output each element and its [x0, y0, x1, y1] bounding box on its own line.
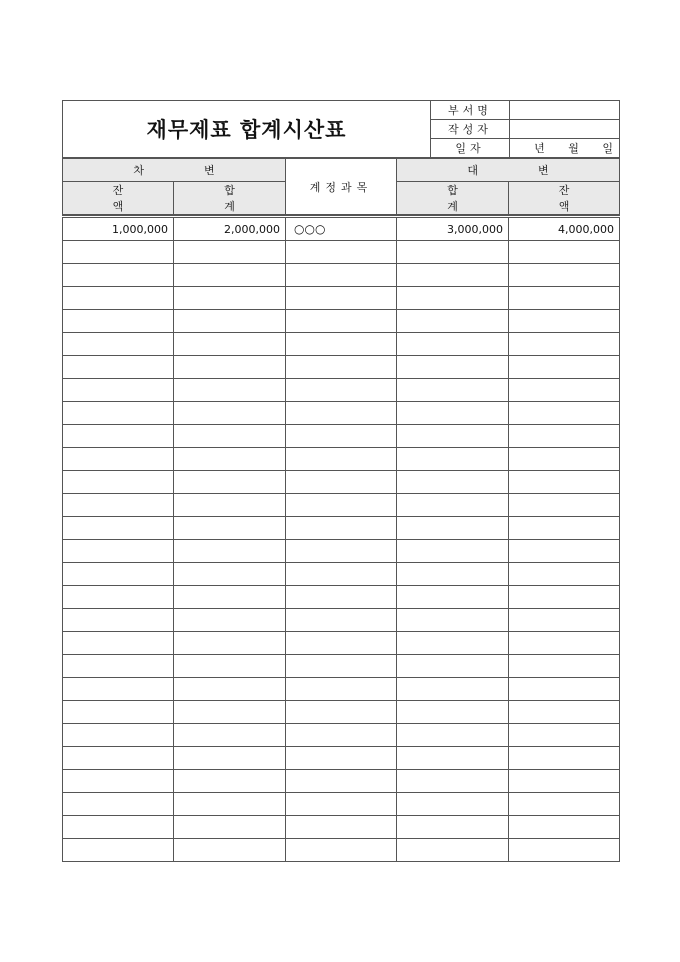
- debit-balance-cell[interactable]: [63, 356, 174, 379]
- credit-balance-cell[interactable]: [509, 701, 620, 724]
- debit-total-cell[interactable]: [174, 701, 286, 724]
- debit-total-cell[interactable]: [174, 379, 286, 402]
- credit-total-cell[interactable]: [397, 379, 509, 402]
- credit-total-cell[interactable]: [397, 494, 509, 517]
- account-cell[interactable]: [286, 448, 397, 471]
- debit-total-cell[interactable]: [174, 333, 286, 356]
- account-cell[interactable]: [286, 402, 397, 425]
- credit-total-cell[interactable]: [397, 425, 509, 448]
- author-label: 작성자: [431, 120, 510, 139]
- account-cell[interactable]: [286, 655, 397, 678]
- credit-balance-cell[interactable]: [509, 494, 620, 517]
- table-row: [63, 448, 620, 471]
- account-cell[interactable]: [286, 471, 397, 494]
- account-cell[interactable]: [286, 379, 397, 402]
- ledger-table: [62, 215, 620, 862]
- table-row: [63, 678, 620, 701]
- credit-total-cell[interactable]: [397, 402, 509, 425]
- credit-total-cell[interactable]: [397, 655, 509, 678]
- table-row: [63, 770, 620, 793]
- debit-total-cell[interactable]: [174, 310, 286, 333]
- table-row: [63, 609, 620, 632]
- author-field[interactable]: [510, 120, 620, 139]
- account-cell[interactable]: [286, 586, 397, 609]
- account-cell[interactable]: [286, 701, 397, 724]
- credit-total-cell[interactable]: [397, 264, 509, 287]
- credit-total-cell[interactable]: 3,000,000: [397, 217, 509, 241]
- table-row: [63, 425, 620, 448]
- account-cell[interactable]: [286, 517, 397, 540]
- debit-balance-cell[interactable]: [63, 655, 174, 678]
- table-row: [63, 217, 620, 241]
- credit-total-cell[interactable]: [397, 287, 509, 310]
- credit-total-cell[interactable]: [397, 563, 509, 586]
- credit-total-cell[interactable]: [397, 770, 509, 793]
- credit-total-cell[interactable]: [397, 678, 509, 701]
- debit-balance-cell[interactable]: [63, 264, 174, 287]
- debit-total-cell[interactable]: [174, 241, 286, 264]
- debit-total-cell[interactable]: [174, 494, 286, 517]
- debit-balance-cell[interactable]: [63, 770, 174, 793]
- debit-balance-cell[interactable]: [63, 632, 174, 655]
- credit-balance-cell[interactable]: [509, 793, 620, 816]
- debit-total-cell[interactable]: [174, 678, 286, 701]
- credit-balance-cell[interactable]: [509, 448, 620, 471]
- debit-balance-cell[interactable]: [63, 287, 174, 310]
- debit-balance-cell[interactable]: 1,000,000: [63, 217, 174, 241]
- account-cell[interactable]: [286, 770, 397, 793]
- debit-balance-cell[interactable]: [63, 517, 174, 540]
- debit-balance-cell[interactable]: [63, 448, 174, 471]
- account-cell[interactable]: [286, 425, 397, 448]
- debit-balance-cell[interactable]: [63, 793, 174, 816]
- table-row: [63, 494, 620, 517]
- credit-balance-cell[interactable]: [509, 816, 620, 839]
- debit-total-cell[interactable]: [174, 770, 286, 793]
- credit-balance-cell[interactable]: [509, 379, 620, 402]
- debit-balance-cell[interactable]: [63, 540, 174, 563]
- credit-balance-cell[interactable]: [509, 839, 620, 862]
- table-row: [63, 724, 620, 747]
- debit-balance-cell[interactable]: [63, 839, 174, 862]
- debit-total-cell[interactable]: [174, 471, 286, 494]
- date-label: 일자: [431, 139, 510, 158]
- credit-balance-cell[interactable]: [509, 517, 620, 540]
- debit-total-cell[interactable]: [174, 839, 286, 862]
- credit-balance-cell[interactable]: [509, 655, 620, 678]
- account-cell[interactable]: [286, 839, 397, 862]
- credit-balance-cell[interactable]: [509, 310, 620, 333]
- debit-total-cell[interactable]: [174, 448, 286, 471]
- account-cell[interactable]: [286, 310, 397, 333]
- table-row: [63, 632, 620, 655]
- table-row: [63, 287, 620, 310]
- table-row: [63, 517, 620, 540]
- table-row: [63, 839, 620, 862]
- debit-balance-cell[interactable]: [63, 471, 174, 494]
- date-month-label: 월: [568, 142, 579, 155]
- credit-total-cell[interactable]: [397, 471, 509, 494]
- table-row: [63, 586, 620, 609]
- table-row: [63, 793, 620, 816]
- credit-total-cell[interactable]: [397, 356, 509, 379]
- debit-balance-cell[interactable]: [63, 747, 174, 770]
- account-cell[interactable]: [286, 632, 397, 655]
- debit-total-cell[interactable]: [174, 517, 286, 540]
- debit-balance-cell[interactable]: [63, 816, 174, 839]
- debit-total-cell[interactable]: 2,000,000: [174, 217, 286, 241]
- table-row: [63, 379, 620, 402]
- debit-balance-cell[interactable]: [63, 241, 174, 264]
- credit-total-cell[interactable]: [397, 747, 509, 770]
- credit-balance-cell[interactable]: [509, 678, 620, 701]
- credit-balance-cell[interactable]: [509, 333, 620, 356]
- debit-total-cell[interactable]: [174, 356, 286, 379]
- credit-balance-cell[interactable]: [509, 471, 620, 494]
- debit-balance-cell[interactable]: [63, 563, 174, 586]
- table-row: [63, 540, 620, 563]
- credit-balance-cell[interactable]: [509, 402, 620, 425]
- credit-balance-cell[interactable]: [509, 747, 620, 770]
- debit-total-cell[interactable]: [174, 287, 286, 310]
- account-cell[interactable]: [286, 609, 397, 632]
- debit-balance-cell[interactable]: [63, 425, 174, 448]
- account-cell[interactable]: [286, 287, 397, 310]
- credit-total-cell[interactable]: [397, 241, 509, 264]
- credit-balance-cell[interactable]: [509, 586, 620, 609]
- credit-total-cell[interactable]: [397, 632, 509, 655]
- account-cell[interactable]: [286, 724, 397, 747]
- table-row: [63, 310, 620, 333]
- table-row: [63, 655, 620, 678]
- department-label: 부서명: [431, 101, 510, 120]
- debit-balance-cell[interactable]: [63, 310, 174, 333]
- credit-balance-cell[interactable]: [509, 563, 620, 586]
- debit-total-cell[interactable]: [174, 402, 286, 425]
- debit-total-cell[interactable]: [174, 264, 286, 287]
- debit-total-cell[interactable]: [174, 793, 286, 816]
- table-row: [63, 563, 620, 586]
- debit-total-cell[interactable]: [174, 609, 286, 632]
- debit-total-cell[interactable]: [174, 816, 286, 839]
- debit-total-header: 합계: [174, 182, 286, 215]
- credit-balance-cell[interactable]: [509, 241, 620, 264]
- debit-total-cell[interactable]: [174, 655, 286, 678]
- debit-total-cell[interactable]: [174, 632, 286, 655]
- credit-balance-cell[interactable]: [509, 770, 620, 793]
- debit-balance-cell[interactable]: [63, 701, 174, 724]
- account-cell[interactable]: [286, 241, 397, 264]
- column-header-table: [62, 158, 620, 215]
- debit-balance-cell[interactable]: [63, 494, 174, 517]
- credit-balance-cell[interactable]: [509, 356, 620, 379]
- department-field[interactable]: [510, 101, 620, 120]
- debit-balance-cell[interactable]: [63, 586, 174, 609]
- account-header: 계정과목: [286, 159, 397, 215]
- debit-balance-header: 잔액: [63, 182, 174, 215]
- date-field[interactable]: [510, 139, 620, 158]
- credit-total-cell[interactable]: [397, 816, 509, 839]
- credit-total-cell[interactable]: [397, 540, 509, 563]
- debit-total-cell[interactable]: [174, 747, 286, 770]
- debit-total-cell[interactable]: [174, 586, 286, 609]
- credit-total-header: 합계: [397, 182, 509, 215]
- debit-total-cell[interactable]: [174, 425, 286, 448]
- debit-total-cell[interactable]: [174, 724, 286, 747]
- credit-balance-cell[interactable]: [509, 724, 620, 747]
- debit-balance-cell[interactable]: [63, 333, 174, 356]
- table-row: [63, 701, 620, 724]
- credit-balance-cell[interactable]: [509, 540, 620, 563]
- credit-total-cell[interactable]: [397, 333, 509, 356]
- debit-balance-cell[interactable]: [63, 609, 174, 632]
- header-table: [62, 100, 620, 158]
- account-cell[interactable]: [286, 563, 397, 586]
- credit-balance-cell[interactable]: [509, 264, 620, 287]
- credit-balance-cell[interactable]: [509, 287, 620, 310]
- credit-balance-cell[interactable]: 4,000,000: [509, 217, 620, 241]
- credit-total-cell[interactable]: [397, 701, 509, 724]
- credit-total-cell[interactable]: [397, 586, 509, 609]
- credit-balance-cell[interactable]: [509, 425, 620, 448]
- account-cell[interactable]: [286, 333, 397, 356]
- date-day-label: 일: [602, 142, 613, 155]
- account-cell[interactable]: [286, 264, 397, 287]
- account-cell[interactable]: ○○○: [286, 217, 397, 241]
- credit-total-cell[interactable]: [397, 793, 509, 816]
- credit-balance-cell[interactable]: [509, 632, 620, 655]
- table-row: [63, 747, 620, 770]
- table-row: [63, 241, 620, 264]
- debit-header: 차변: [63, 159, 286, 182]
- credit-balance-cell[interactable]: [509, 609, 620, 632]
- credit-total-cell[interactable]: [397, 517, 509, 540]
- account-cell[interactable]: [286, 747, 397, 770]
- debit-balance-cell[interactable]: [63, 724, 174, 747]
- table-row: [63, 402, 620, 425]
- table-row: [63, 471, 620, 494]
- debit-total-cell[interactable]: [174, 540, 286, 563]
- credit-header: 대변: [397, 159, 620, 182]
- account-cell[interactable]: [286, 494, 397, 517]
- account-cell[interactable]: [286, 816, 397, 839]
- debit-total-cell[interactable]: [174, 563, 286, 586]
- debit-balance-cell[interactable]: [63, 402, 174, 425]
- credit-balance-header: 잔액: [509, 182, 620, 215]
- trial-balance-sheet: [62, 100, 619, 862]
- credit-total-cell[interactable]: [397, 448, 509, 471]
- table-row: [63, 816, 620, 839]
- table-row: [63, 333, 620, 356]
- table-row: [63, 264, 620, 287]
- account-cell[interactable]: [286, 356, 397, 379]
- date-year-label: 년: [534, 142, 545, 155]
- account-cell[interactable]: [286, 793, 397, 816]
- credit-total-cell[interactable]: [397, 839, 509, 862]
- credit-total-cell[interactable]: [397, 310, 509, 333]
- debit-balance-cell[interactable]: [63, 379, 174, 402]
- credit-total-cell[interactable]: [397, 609, 509, 632]
- table-row: [63, 356, 620, 379]
- account-cell[interactable]: [286, 540, 397, 563]
- debit-balance-cell[interactable]: [63, 678, 174, 701]
- account-cell[interactable]: [286, 678, 397, 701]
- credit-total-cell[interactable]: [397, 724, 509, 747]
- page-title: 재무제표 합계시산표: [63, 101, 431, 158]
